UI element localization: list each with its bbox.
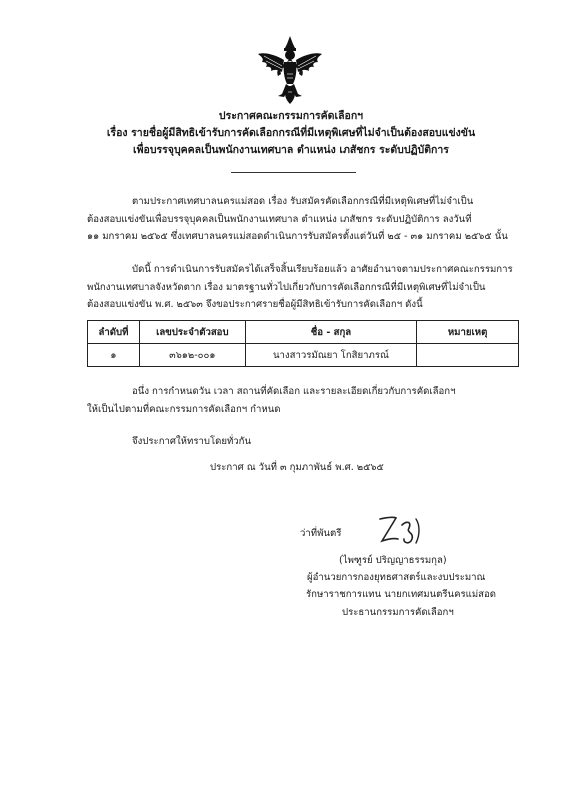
paragraph-schedule-note: [87, 383, 517, 418]
table-header-row: [88, 321, 519, 344]
cell-exam-id: ๓๖๑๒-๐๐๑: [139, 344, 245, 367]
signer-rank: ว่าที่พันตรี: [300, 528, 342, 539]
signer-position-2: รักษาราชการแทน นายกเทศมนตรีนครแม่สอด: [306, 589, 497, 600]
signer-position-1: ผู้อำนวยการกองยุทธศาสตร์และงบประมาณ: [307, 572, 486, 583]
announcement-subject: เรื่อง รายชื่อผู้มีสิทธิเข้ารับการคัดเลือกกรณีที่มีเหตุพิเศษที่ไม่จำเป็นต้องสอบแข่งขัน: [106, 127, 476, 139]
signer-position-3: ประธานกรรมการคัดเลือกฯ: [342, 607, 454, 618]
paragraph-line: ๑๑ มกราคม ๒๕๖๕ ซึ่งเทศบาลนครแม่สอดดำเนินการรับสมัครตั้งแต่วันที่ ๒๕ - ๓๑ มกราคม ๒๕๖๕ นั้น: [87, 231, 508, 242]
paragraph-line: บัดนี้ การดำเนินการรับสมัครได้เสร็จสิ้นเรียบร้อยแล้ว อาศัยอำนาจตามประกาศคณะกรรมการ: [132, 264, 513, 275]
announcement-title-block: [60, 108, 522, 159]
paragraph-announcement: [87, 261, 517, 314]
column-header-order: ลำดับที่: [88, 321, 140, 344]
paragraph-line: ให้เป็นไปตามที่คณะกรรมการคัดเลือกฯ กำหนด: [87, 403, 281, 415]
column-header-exam-id: เลขประจำตัวสอบ: [139, 321, 245, 344]
paragraph-line: พนักงานเทศบาลจังหวัดตาก เรื่อง มาตรฐานทั่วไปเกี่ยวกับการคัดเลือกกรณีที่มีเหตุพิเศษที่ไม่จำเป็น: [87, 281, 486, 293]
announce-statement: จึงประกาศให้ทราบโดยทั่วกัน: [132, 436, 252, 447]
handwritten-signature-icon: [376, 513, 426, 549]
paragraph-line: อนึ่ง การกำหนดวัน เวลา สถานที่คัดเลือก และรายละเอียดเกี่ยวกับการคัดเลือกฯ: [132, 386, 456, 397]
cell-remark: [417, 344, 519, 367]
garuda-emblem-icon: [254, 34, 326, 106]
paragraph-line: ตามประกาศเทศบาลนครแม่สอด เรื่อง รับสมัครคัดเลือกกรณีที่มีเหตุพิเศษที่ไม่จำเป็น: [132, 196, 474, 207]
paragraph-line: ต้องสอบแข่งขัน พ.ศ. ๒๕๖๓ จึงขอประกาศรายชื่อผู้มีสิทธิเข้ารับการคัดเลือกฯ ดังนี้: [87, 299, 423, 310]
announcement-subject-line2: เพื่อบรรจุบุคคลเป็นพนักงานเทศบาล ตำแหน่ง เภสัชกร ระดับปฏิบัติการ: [133, 144, 449, 156]
cell-order: ๑: [88, 344, 140, 367]
table-row: [88, 344, 519, 367]
paragraph-reference: [87, 193, 517, 246]
candidate-table: [87, 320, 519, 367]
title-underline: [231, 172, 356, 173]
cell-name: นางสาวรมัณยา โกสิยาภรณ์: [245, 344, 416, 367]
signer-name: (ไพฑูรย์ ปริญญาธรรมกุล): [339, 555, 447, 566]
column-header-name: ชื่อ - สกุล: [245, 321, 416, 344]
announcement-title: ประกาศคณะกรรมการคัดเลือกฯ: [218, 110, 364, 122]
announce-date: ประกาศ ณ วันที่ ๓ กุมภาพันธ์ พ.ศ. ๒๕๖๕: [210, 462, 384, 473]
column-header-remark: หมายเหตุ: [417, 321, 519, 344]
paragraph-line: ต้องสอบแข่งขันเพื่อบรรจุบุคคลเป็นพนักงานเทศบาล ตำแหน่ง เภสัชกร ระดับปฏิบัติการ ลงวันที่: [87, 213, 472, 225]
